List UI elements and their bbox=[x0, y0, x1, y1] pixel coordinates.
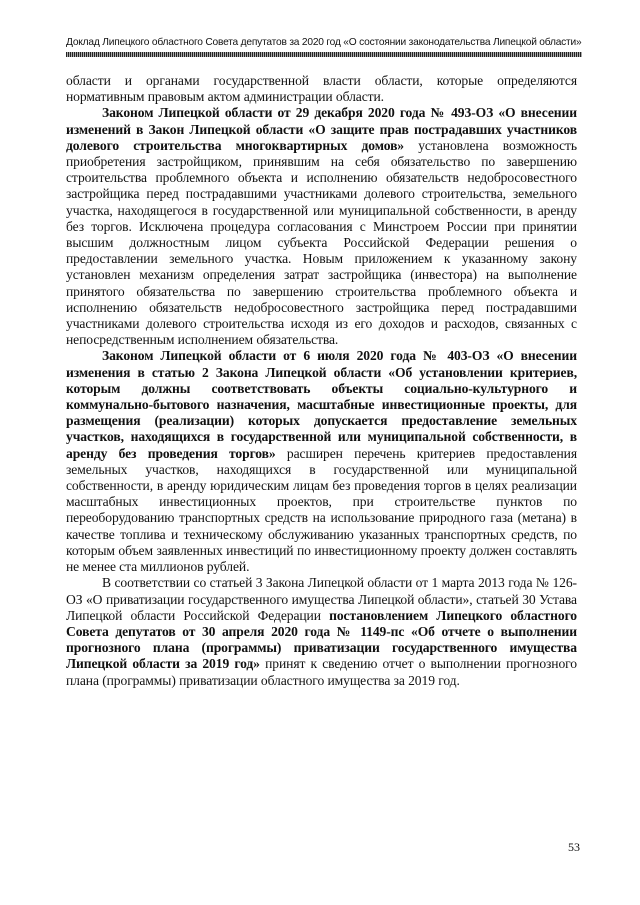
page-number: 53 bbox=[568, 840, 580, 854]
paragraph-law-403 bbox=[66, 348, 577, 575]
paragraph-text: В соответствии со статьей 3 Закона Липецкой области от 1 марта 2013 года № 126-ОЗ «О приватизации государственного имущества Липецкой области», статьей 30 Устава Липецкой области Российской Федерации bbox=[66, 575, 577, 623]
paragraph-text: принят к сведению отчет о выполнении прогнозного плана (программы) приватизации областного имущества за 2019 год. bbox=[66, 656, 578, 688]
paragraph-text: области и органами государственной власти области, которые определяются нормативным правовым актом администрации области. bbox=[66, 73, 577, 105]
paragraph-resolution-1149 bbox=[66, 575, 577, 688]
law-title-bold: Законом Липецкой области от 29 декабря 2020 года № 493-ОЗ «О внесении изменений в Закон Липецкой области «О защите прав пострадавших участников долевого строительства многоквартирных домов» bbox=[66, 105, 577, 153]
body-text bbox=[66, 73, 577, 689]
running-header: Доклад Липецкого областного Совета депутатов за 2020 год «О состоянии законодательства Липецкой области» bbox=[66, 37, 582, 48]
paragraph-text: установлена возможность приобретения застройщиком, принявшим на себя обязательство по завершению строительства проблемного объекта и исполнению обязательств недобросовестного застройщика перед пострадавшими участниками долевого строительства, земельного участка, находящегося в государственной или муниципальной собственности, в аренду без торгов. Исключена процедура согласования с Минстроем России при принятии высшим должностным лицом субъекта Российской Федерации решения о предоставлении земельного участка. Новым приложением к указанному закону установлен механизм определения затрат застройщика (инвестора) на выполнение принятого обязательства по завершению строительства проблемного объекта и исполнению обязательств недобросовестного застройщика перед пострадавшими участниками долевого строительства исходя из его доходов и расходов, связанных с непосредственным исполнением обязательства. bbox=[66, 137, 577, 348]
law-title-bold: Законом Липецкой области от 6 июля 2020 года № 403-ОЗ «О внесении изменения в статью 2 Закона Липецкой области «Об установлении критериев, которым должны соответствовать объекты социально-культурного и коммунально-бытового назначения, масштабные инвестиционные проекты, для размещения (реализации) которых допускается предоставление земельных участков, находящихся в государственной или муниципальной собственности, в аренду без проведения торгов» bbox=[66, 348, 577, 461]
paragraph-text: расширен перечень критериев предоставления земельных участков, находящихся в государственной или муниципальной собственности, в аренду юридическим лицам без проведения торгов в целях реализации масштабных инвестиционных проектов, при строительстве пунктов по переоборудованию транспортных средств на использование природного газа (метана) в качестве топлива и техническому обслуживанию указанных транспортных средств, по которым объем заявленных инвестиций по инвестиционному проекту должен составлять не менее ста миллионов рублей. bbox=[66, 445, 577, 575]
header-rule bbox=[66, 52, 582, 57]
resolution-title-bold: постановлением Липецкого областного Совета депутатов от 30 апреля 2020 года № 1149-пс «Об отчете о выполнении прогнозного плана (программы) приватизации государственного имущества Липецкой области за 2019 год» bbox=[66, 607, 577, 672]
paragraph-law-493 bbox=[66, 105, 577, 348]
paragraph-continuation bbox=[66, 73, 577, 105]
